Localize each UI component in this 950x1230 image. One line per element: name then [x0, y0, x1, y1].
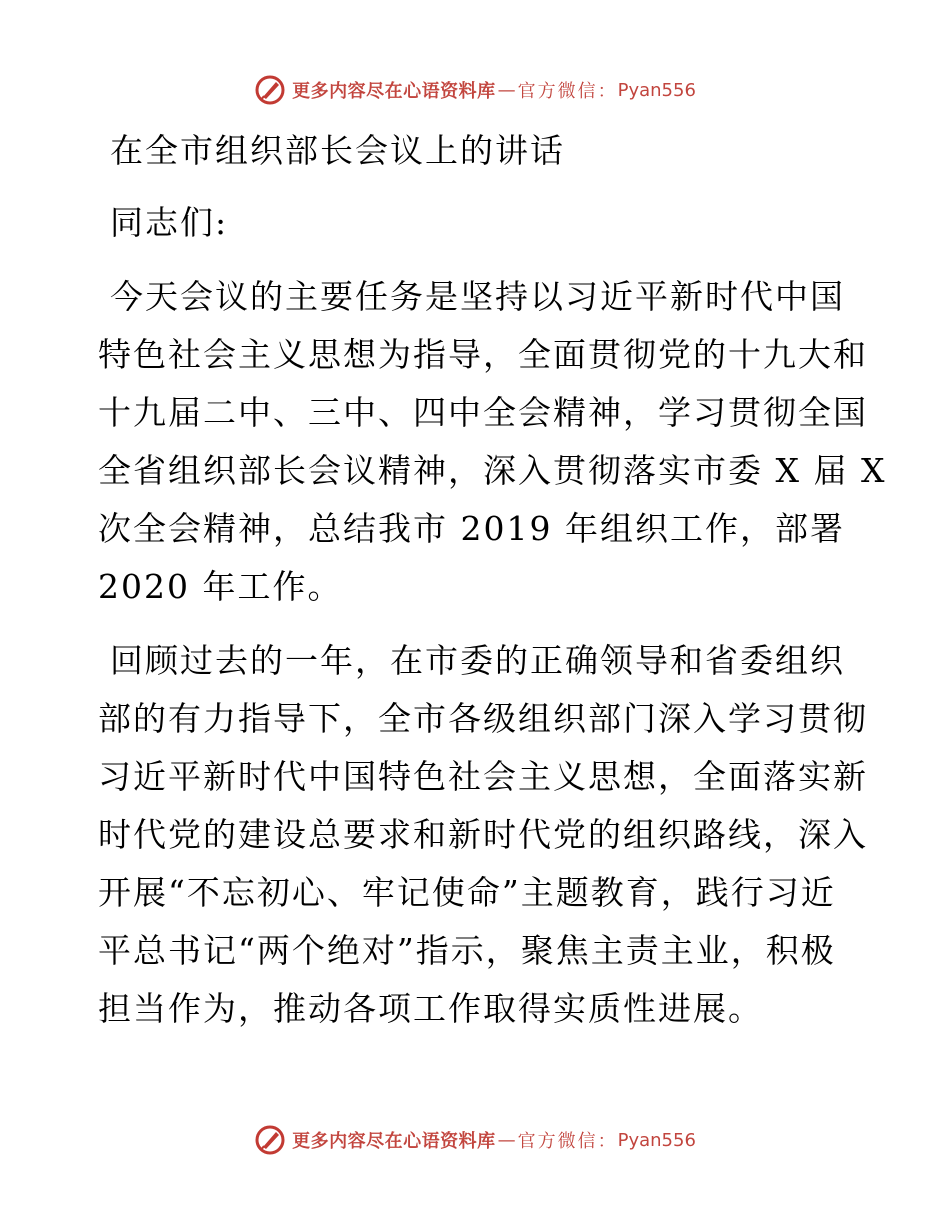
- watermark-header: [0, 74, 950, 106]
- document-body: [98, 122, 887, 1038]
- paragraph-line: 部的有力指导下，全市各级组织部门深入学习贯彻: [98, 699, 868, 738]
- watermark-wechat-id: Pyan556: [617, 79, 696, 101]
- paragraph-line: 特色社会主义思想为指导，全面贯彻党的十九大和: [98, 335, 868, 374]
- paragraph-line: 回顾过去的一年，在市委的正确领导和省委组织: [110, 641, 845, 680]
- watermark-brand: 更多内容尽在心语资料库: [292, 81, 496, 102]
- quill-logo-icon: [254, 1124, 286, 1156]
- paragraph-line: 开展“不忘初心、牢记使命”主题教育，践行习近: [98, 873, 836, 912]
- watermark-label: 官方微信：: [517, 81, 618, 102]
- watermark-brand: 更多内容尽在心语资料库: [292, 1131, 496, 1152]
- document-title: 在全市组织部长会议上的讲话: [110, 131, 565, 170]
- watermark-footer: [0, 1124, 950, 1156]
- watermark-wechat-id: Pyan556: [617, 1129, 696, 1151]
- document-greeting: 同志们:: [110, 203, 229, 242]
- paragraph-line: 担当作为，推动各项工作取得实质性进展。: [98, 989, 763, 1028]
- paragraph-1: [98, 268, 887, 616]
- paragraph-line: 次全会精神，总结我市 2019 年组织工作，部署: [98, 509, 845, 548]
- quill-logo-icon: [254, 74, 286, 106]
- paragraph-line: 平总书记“两个绝对”指示，聚焦主责主业，积极: [98, 931, 836, 970]
- paragraph-line: 习近平新时代中国特色社会主义思想，全面落实新: [98, 757, 868, 796]
- paragraph-line: 2020 年工作。: [98, 567, 343, 606]
- paragraph-line: 全省组织部长会议精神，深入贯彻落实市委 X 届 X: [98, 451, 887, 490]
- paragraph-2: [98, 632, 868, 1038]
- paragraph-line: 十九届二中、三中、四中全会精神，学习贯彻全国: [98, 393, 868, 432]
- paragraph-line: 时代党的建设总要求和新时代党的组织路线，深入: [98, 815, 868, 854]
- paragraph-line: 今天会议的主要任务是坚持以习近平新时代中国: [110, 277, 845, 316]
- watermark-label: 官方微信：: [517, 1131, 618, 1152]
- watermark-dash: —: [497, 79, 516, 101]
- watermark-dash: —: [497, 1129, 516, 1151]
